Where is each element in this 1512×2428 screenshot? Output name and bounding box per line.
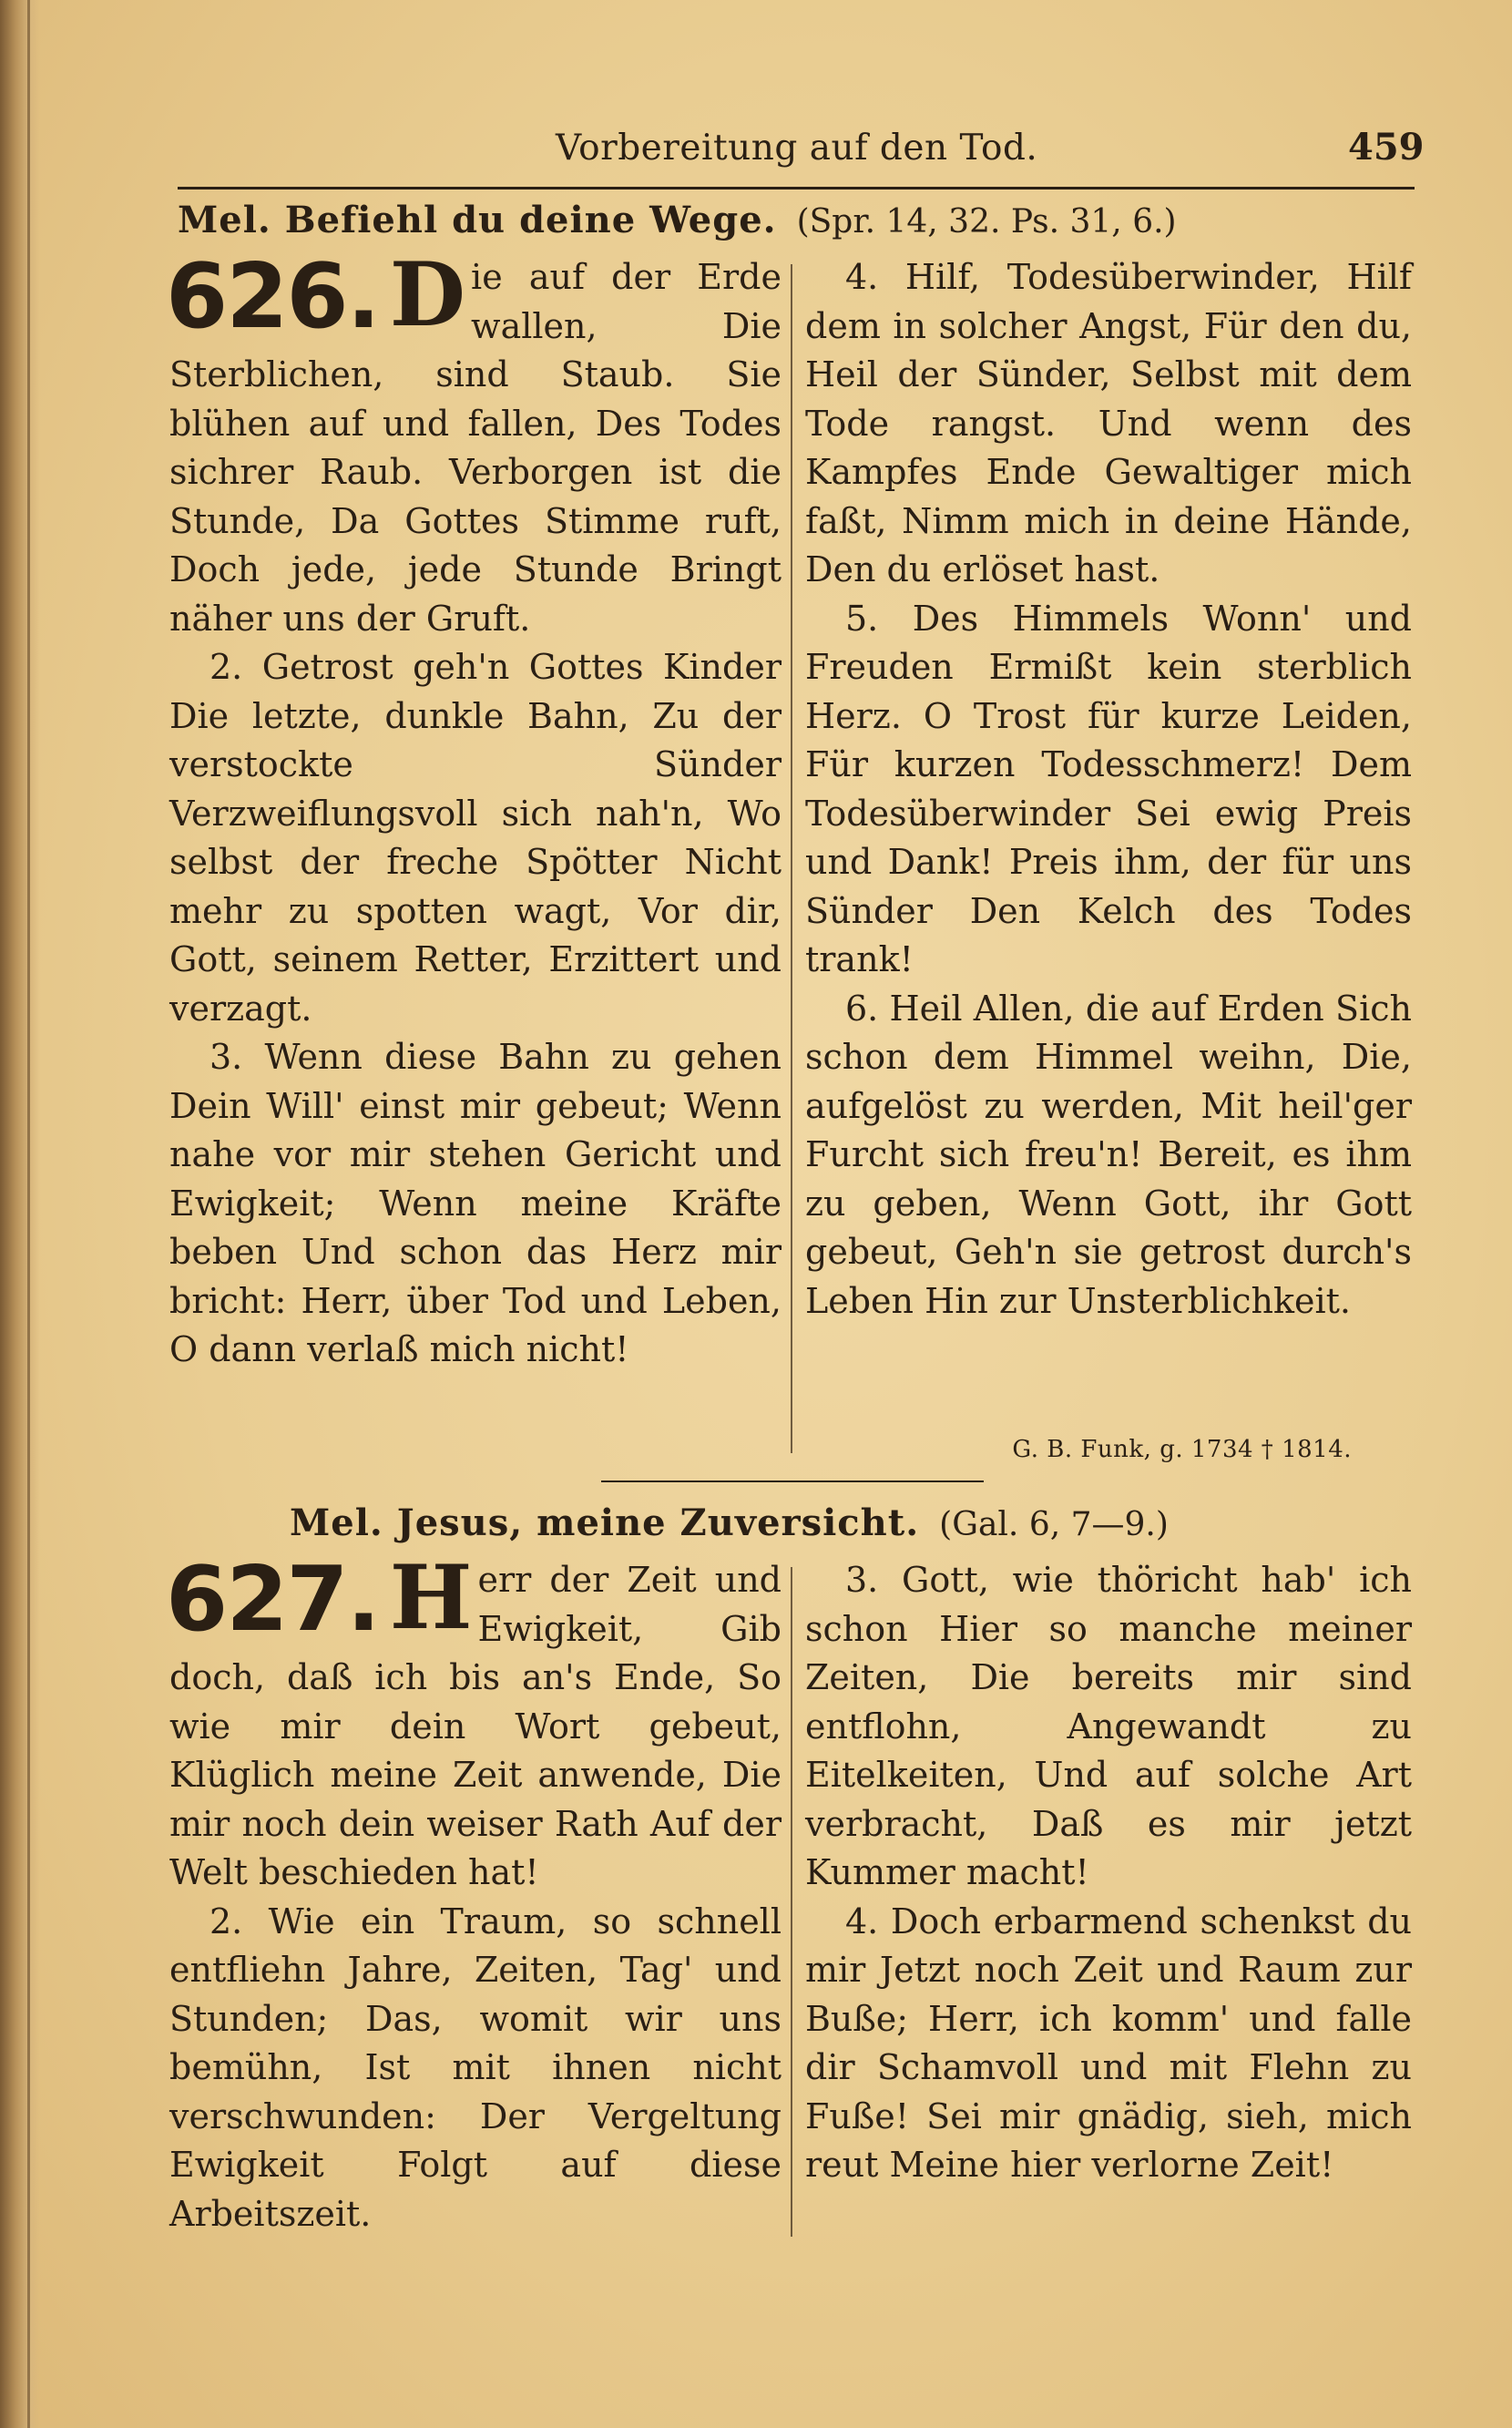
hymn-separator-rule bbox=[601, 1480, 984, 1482]
hymn-627-right-column bbox=[805, 1556, 1412, 2190]
hymn-627-melody: Mel. Jesus, meine Zuversicht. bbox=[290, 1501, 920, 1544]
hymn-626-verse-6: 6. Heil Allen, die auf Erden Sich schon dem Himmel weihn, Die, aufgelöst zu werden, Mit heil'ger Furcht sich freu'n! Bereit, es ihm zu geben, Wenn Gott, ihr Gott gebeut, Geh'n sie getrost durch's Leben Hin zur Unsterblichkeit. bbox=[805, 988, 1412, 1321]
hymn-627-verse-4: 4. Doch erbarmend schenkst du mir Jetzt noch Zeit und Raum zur Buße; Herr, ich komm' und falle dir Schamvoll und mit Flehn zu Fuße! Sei mir gnädig, sieh, mich reut Meine hier verlorne Zeit! bbox=[805, 1900, 1412, 2185]
hymn-626-author: G. B. Funk, g. 1734 † 1814. bbox=[1012, 1436, 1352, 1463]
hymn-626-verse-3: 3. Wenn diese Bahn zu gehen Dein Will' einst mir gebeut; Wenn nahe vor mir stehen Gericht und Ewigkeit; Wenn meine Kräfte beben Und schon das Herz mir bricht: Herr, über Tod und Leben, O dann verlaß mich nicht! bbox=[169, 1037, 782, 1369]
header-rule bbox=[178, 187, 1415, 190]
hymn-626-verse-2: 2. Getrost geh'n Gottes Kinder Die letzte, dunkle Bahn, Zu der verstockte Sünder Verzweiflungsvoll sich nah'n, Wo selbst der freche Spötter Nicht mehr zu spotten wagt, Vor dir, Gott, seinem Retter, Erzittert und verzagt. bbox=[169, 647, 782, 1029]
hymn-627-verse-1 bbox=[166, 1546, 782, 1898]
hymn-627-references: (Gal. 6, 7—9.) bbox=[939, 1506, 1169, 1543]
hymn-626-melody-line bbox=[178, 199, 1177, 241]
hymn-627-left-column bbox=[166, 1546, 782, 2238]
hymn-626-references: (Spr. 14, 32. Ps. 31, 6.) bbox=[796, 203, 1177, 241]
running-head: Vorbereitung auf den Tod. bbox=[556, 128, 1038, 169]
gutter-line bbox=[27, 0, 30, 2428]
hymn-626-column-divider bbox=[791, 264, 792, 1453]
hymn-626-dropcap: D bbox=[389, 243, 466, 346]
hymn-627-verse-2: 2. Wie ein Traum, so schnell entfliehn Jahre, Zeiten, Tag' und Stunden; Das, womit wir uns bemühn, Ist mit ihnen nicht verschwunden: Der Vergeltung Ewigkeit Folgt auf diese Arbeitszeit. bbox=[169, 1900, 782, 2234]
hymn-627-dropcap: H bbox=[389, 1546, 473, 1649]
hymn-627-verse-3: 3. Gott, wie thöricht hab' ich schon Hier so manche meiner Zeiten, Die bereits mir sind entflohn, Angewandt zu Eitelkeiten, Und auf solche Art verbracht, Daß es mir jetzt Kummer macht! bbox=[805, 1560, 1412, 1892]
hymn-626-right-column bbox=[805, 253, 1412, 1326]
hymn-626-verse-1-text: ie auf der Erde wallen, Die Sterblichen, sind Staub. Sie blühen auf und fallen, Des Todes sichrer Raub. Verborgen ist die Stunde, Da Gottes Stimme ruft, Doch jede, jede Stunde Bringt näher uns der Gruft. bbox=[169, 257, 782, 639]
hymn-626-number: 626. bbox=[166, 245, 379, 349]
hymn-627-melody-line bbox=[290, 1501, 1169, 1544]
hymn-626-verse-4: 4. Hilf, Todesüberwinder, Hilf dem in solcher Angst, Für den du, Heil der Sünder, Selbst mit dem Tode rangst. Und wenn des Kampfes Ende Gewaltiger mich faßt, Nimm mich in deine Hände, Den du erlöset hast. bbox=[805, 257, 1412, 589]
hymn-626-verse-5: 5. Des Himmels Wonn' und Freuden Ermißt kein sterblich Herz. O Trost für kurze Leiden, Für kurzen Todesschmerz! Dem Todesüberwinder Sei ewig Preis und Dank! Preis ihm, der für uns Sünder Den Kelch des Todes trank! bbox=[805, 598, 1412, 979]
hymn-626-melody: Mel. Befiehl du deine Wege. bbox=[178, 199, 777, 241]
hymn-626-left-column bbox=[166, 243, 782, 1375]
hymn-627-verse-1-text: err der Zeit und Ewigkeit, Gib doch, daß ich bis an's Ende, So wie mir dein Wort gebeut, Klüglich meine Zeit anwende, Die mir noch dein weiser Rath Auf der Welt beschieden hat! bbox=[169, 1560, 782, 1892]
hymn-627-column-divider bbox=[791, 1567, 792, 2237]
book-spine-shadow bbox=[0, 0, 40, 2428]
hymn-627-number: 627. bbox=[166, 1548, 379, 1652]
page-number: 459 bbox=[1348, 126, 1425, 169]
hymn-626-verse-1 bbox=[166, 243, 782, 643]
